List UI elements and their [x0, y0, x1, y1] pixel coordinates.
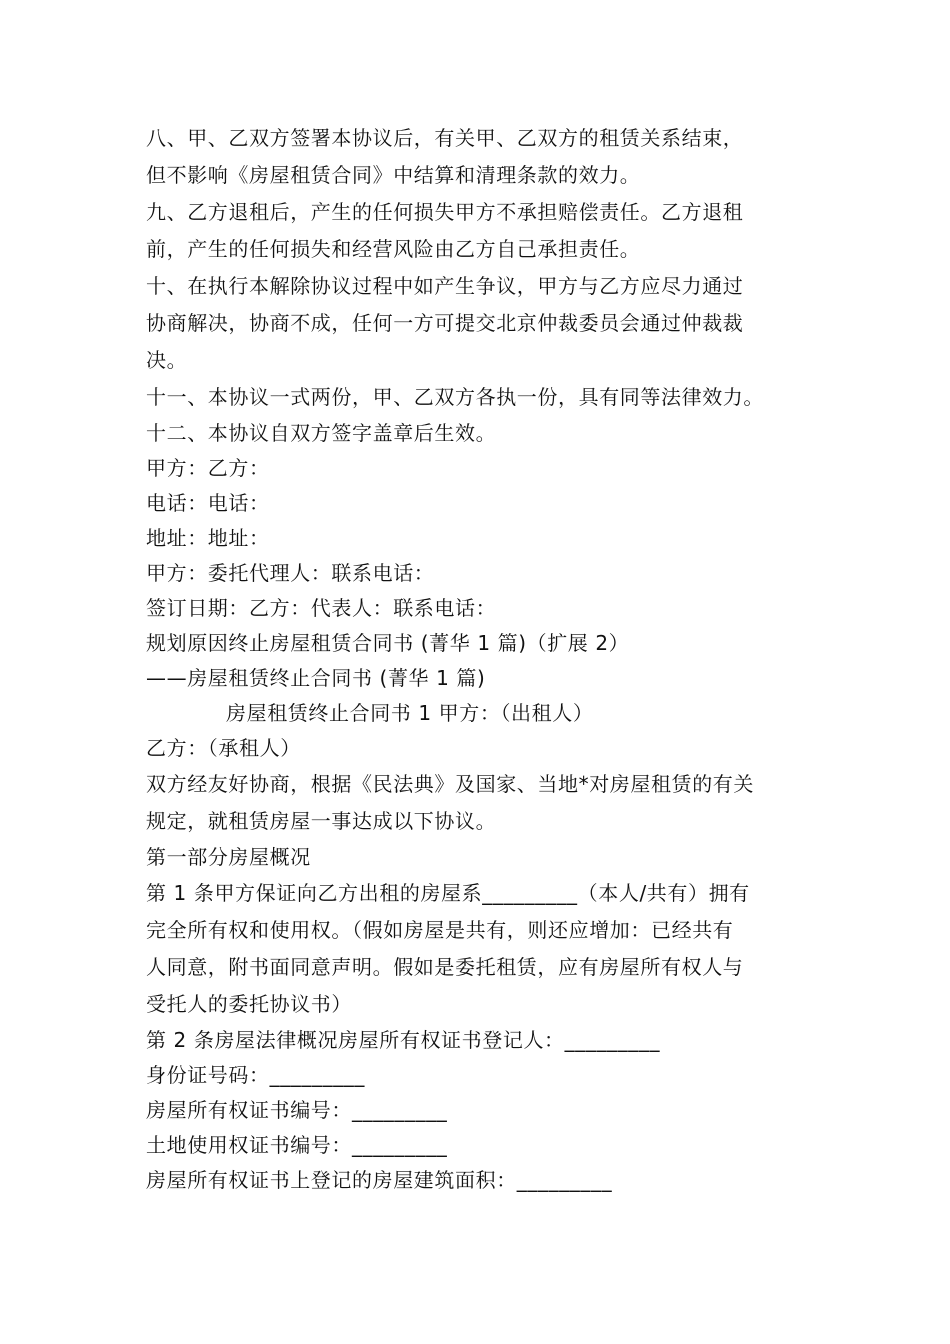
clause-8-line-2: 但不影响《房屋租赁合同》中结算和清理条款的效力。 [146, 163, 641, 187]
section-heading: 规划原因终止房屋租赁合同书 (菁华 1 篇)（扩展 2） [146, 631, 630, 655]
clause-12: 十二、本协议自双方签字盖章后生效。 [146, 421, 497, 445]
article-1-line-3: 人同意，附书面同意声明。假如是委托租赁，应有房屋所有权人与 [146, 955, 744, 979]
preamble-line-1: 双方经友好协商，根据《民法典》及国家、当地*对房屋租赁的有关 [146, 772, 754, 796]
signature-agent: 甲方：委托代理人：联系电话： [146, 561, 435, 585]
clause-10-line-1: 十、在执行本解除协议过程中如产生争议，甲方与乙方应尽力通过 [146, 274, 744, 298]
clause-10-line-2: 协商解决，协商不成，任何一方可提交北京仲裁委员会通过仲裁裁 [146, 311, 744, 335]
signature-phones: 电话：电话： [146, 491, 270, 515]
party-b: 乙方：（承租人） [146, 736, 301, 760]
document-body [146, 120, 816, 1198]
clause-9-line-1: 九、乙方退租后，产生的任何损失甲方不承担赔偿责任。乙方退租 [146, 200, 744, 224]
clause-8-line-1: 八、甲、乙双方签署本协议后，有关甲、乙双方的租赁关系结束， [146, 126, 744, 150]
building-area-field: 房屋所有权证书上登记的房屋建筑面积：_________ [146, 1168, 613, 1192]
article-1-line-4: 受托人的委托协议书） [146, 992, 352, 1016]
section-subheading: ——房屋租赁终止合同书 (菁华 1 篇) [146, 666, 486, 690]
article-1-line-1: 第 1 条甲方保证向乙方出租的房屋系_________（本人/共有）拥有 [146, 881, 750, 905]
clause-9-line-2: 前，产生的任何损失和经营风险由乙方自己承担责任。 [146, 237, 641, 261]
ownership-cert-number-field: 房屋所有权证书编号：_________ [146, 1098, 448, 1122]
signature-date: 签订日期：乙方：代表人：联系电话： [146, 596, 497, 620]
preamble-line-2: 规定，就租赁房屋一事达成以下协议。 [146, 809, 497, 833]
signature-addresses: 地址：地址： [146, 526, 270, 550]
id-number-field: 身份证号码：_________ [146, 1063, 365, 1087]
article-1-line-2: 完全所有权和使用权。（假如房屋是共有，则还应增加：已经共有 [146, 918, 734, 942]
land-cert-number-field: 土地使用权证书编号：_________ [146, 1133, 448, 1157]
clause-10-line-3: 决。 [146, 348, 188, 372]
part-1-heading: 第一部分房屋概况 [146, 845, 311, 869]
article-2-owner: 第 2 条房屋法律概况房屋所有权证书登记人：_________ [146, 1028, 661, 1052]
clause-11: 十一、本协议一式两份，甲、乙双方各执一份，具有同等法律效力。 [146, 385, 764, 409]
signature-parties: 甲方：乙方： [146, 456, 270, 480]
contract-title-party-a: 房屋租赁终止合同书 1 甲方：（出租人） [226, 701, 594, 725]
